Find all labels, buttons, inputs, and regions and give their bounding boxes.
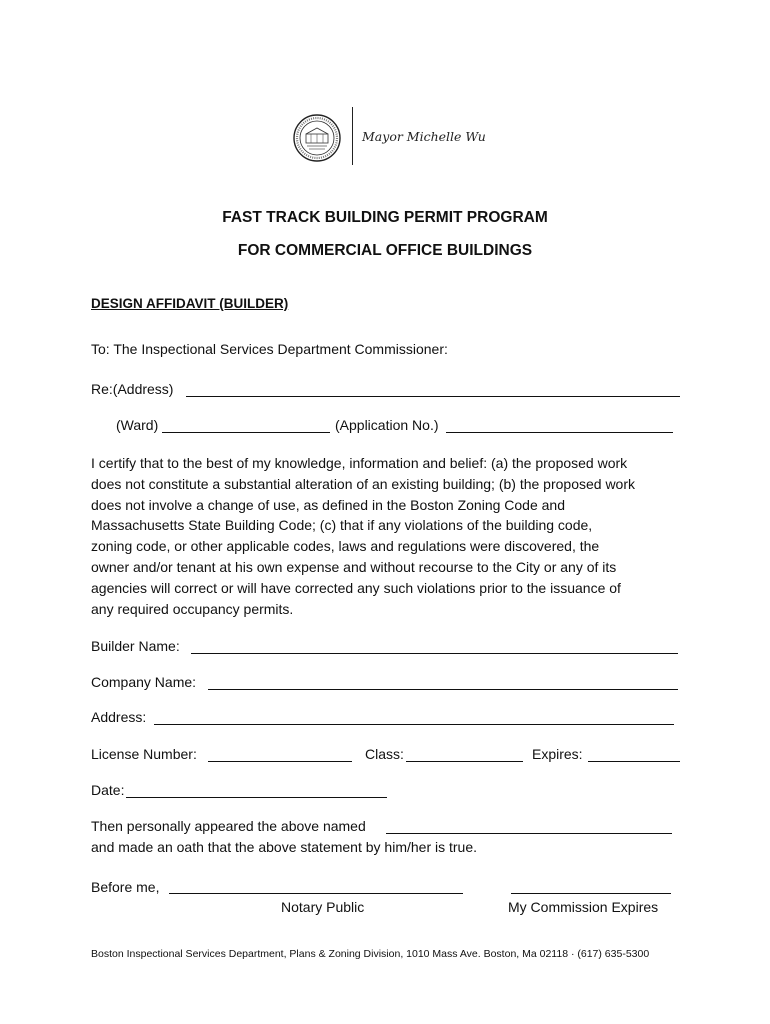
city-of-boston-seal-icon (293, 114, 341, 162)
salutation: To: The Inspectional Services Department Commissioner: (91, 341, 448, 357)
certification-line: agencies will correct or will have corrected any such violations prior to the issuance of (91, 579, 621, 596)
footer-address: Boston Inspectional Services Department, Plans & Zoning Division, 1010 Mass Ave. Boston, Ma 02118 · (617) 635-5300 (91, 948, 650, 960)
certification-line: Massachusetts State Building Code; (c) that if any violations of the building code, (91, 517, 593, 534)
address-field[interactable] (154, 724, 674, 725)
company-name-field[interactable] (208, 689, 678, 690)
oath-line-2: and made an oath that the above statement by him/her is true. (91, 839, 478, 855)
builder-name-field[interactable] (191, 653, 678, 654)
license-number-label: License Number: (91, 746, 197, 762)
commission-expires-field[interactable] (511, 893, 671, 894)
mayor-name: Mayor Michelle Wu (362, 129, 486, 144)
address-label: Address: (91, 709, 147, 725)
application-no-field[interactable] (446, 432, 673, 433)
certification-line: zoning code, or other applicable codes, laws and regulations were discovered, the (91, 538, 600, 555)
date-label: Date: (91, 782, 125, 798)
notary-signature-field[interactable] (169, 893, 463, 894)
builder-name-label: Builder Name: (91, 638, 180, 654)
appeared-name-field[interactable] (386, 833, 672, 834)
expires-field[interactable] (588, 761, 680, 762)
certification-line: does not involve a change of use, as defined in the Boston Zoning Code and (91, 496, 566, 513)
oath-line-1: Then personally appeared the above named (91, 818, 366, 834)
certification-line: does not constitute a substantial alteration of an existing building; (b) the proposed work (91, 475, 635, 492)
section-heading: DESIGN AFFIDAVIT (BUILDER) (91, 296, 289, 311)
certification-line: I certify that to the best of my knowledge, information and belief: (a) the proposed work (91, 455, 628, 471)
re-address-label: Re:(Address) (91, 381, 174, 397)
ward-field[interactable] (162, 432, 330, 433)
header-divider (352, 107, 353, 165)
re-address-field[interactable] (186, 396, 680, 397)
class-label: Class: (365, 746, 404, 762)
title-line-1: FAST TRACK BUILDING PERMIT PROGRAM (222, 209, 548, 226)
ward-label: (Ward) (116, 417, 159, 433)
application-no-label: (Application No.) (335, 417, 439, 433)
expires-label: Expires: (532, 746, 583, 762)
certification-line: owner and/or tenant at his own expense and without recourse to the City or any of its (91, 558, 617, 575)
date-field[interactable] (126, 797, 387, 798)
certification-line: any required occupancy permits. (91, 600, 294, 617)
class-field[interactable] (406, 761, 523, 762)
company-name-label: Company Name: (91, 674, 197, 690)
commission-expires-label: My Commission Expires (508, 899, 659, 915)
notary-public-label: Notary Public (281, 899, 365, 915)
before-me-label: Before me, (91, 879, 160, 895)
title-line-2: FOR COMMERCIAL OFFICE BUILDINGS (237, 242, 533, 259)
certification-paragraph (91, 453, 691, 619)
license-number-field[interactable] (208, 761, 352, 762)
